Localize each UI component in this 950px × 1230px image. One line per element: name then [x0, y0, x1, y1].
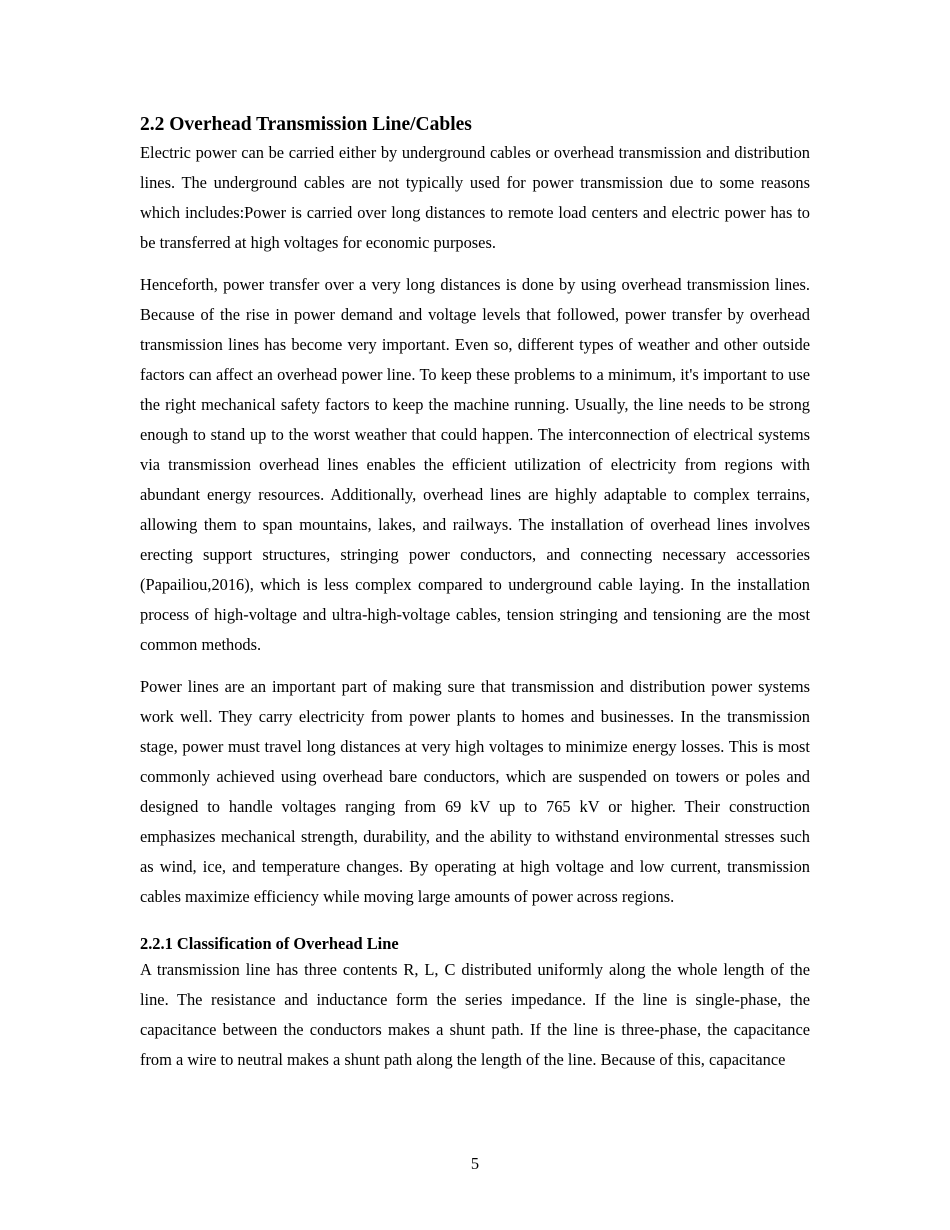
body-paragraph: Power lines are an important part of making sure that transmission and distribution power systems work well. They carry electricity from power plants to homes and businesses. In the transmission stage, power must travel long distances at very high voltages to minimize energy losses. This is most commonly achieved using overhead bare conductors, which are suspended on towers or poles and designed to handle voltages ranging from 69 kV up to 765 kV or higher. Their construction emphasizes mechanical strength, durability, and the ability to withstand environmental stresses such as wind, ice, and temperature changes. By operating at high voltage and low current, transmission cables maximize efficiency while moving large amounts of power across regions.: [140, 677, 810, 906]
section-heading: 2.2 Overhead Transmission Line/Cables: [140, 114, 472, 135]
page-number: 5: [470, 1154, 480, 1173]
body-paragraph: A transmission line has three contents R, L, C distributed uniformly along the whole length of the line. The resistance and inductance form the series impedance. If the line is single-phase, the capacitance between the conductors makes a shunt path. If the line is three-phase, the capacitance from a wire to neutral makes a shunt path along the length of the line. Because of this, capacitance: [140, 960, 810, 1069]
page-body: [140, 112, 810, 1075]
body-paragraph: Electric power can be carried either by underground cables or overhead transmission and distribution lines. The underground cables are not typically used for power transmission due to some reasons which includes:Power is carried over long distances to remote load centers and electric power has to be transferred at high voltages for economic purposes.: [140, 143, 810, 252]
subsection-heading: 2.2.1 Classification of Overhead Line: [140, 934, 399, 953]
body-paragraph: Henceforth, power transfer over a very long distances is done by using overhead transmission lines. Because of the rise in power demand and voltage levels that followed, power transfer by overhead transmission lines has become very important. Even so, different types of weather and other outside factors can affect an overhead power line. To keep these problems to a minimum, it's important to use the right mechanical safety factors to keep the machine running. Usually, the line needs to be strong enough to stand up to the worst weather that could happen. The interconnection of electrical systems via transmission overhead lines enables the efficient utilization of electricity from regions with abundant energy resources. Additionally, overhead lines are highly adaptable to complex terrains, allowing them to span mountains, lakes, and railways. The installation of overhead lines involves erecting support structures, stringing power conductors, and connecting necessary accessories (Papailiou,2016), which is less complex compared to underground cable laying. In the installation process of high-voltage and ultra-high-voltage cables, tension stringing and tensioning are the most common methods.: [140, 275, 810, 654]
